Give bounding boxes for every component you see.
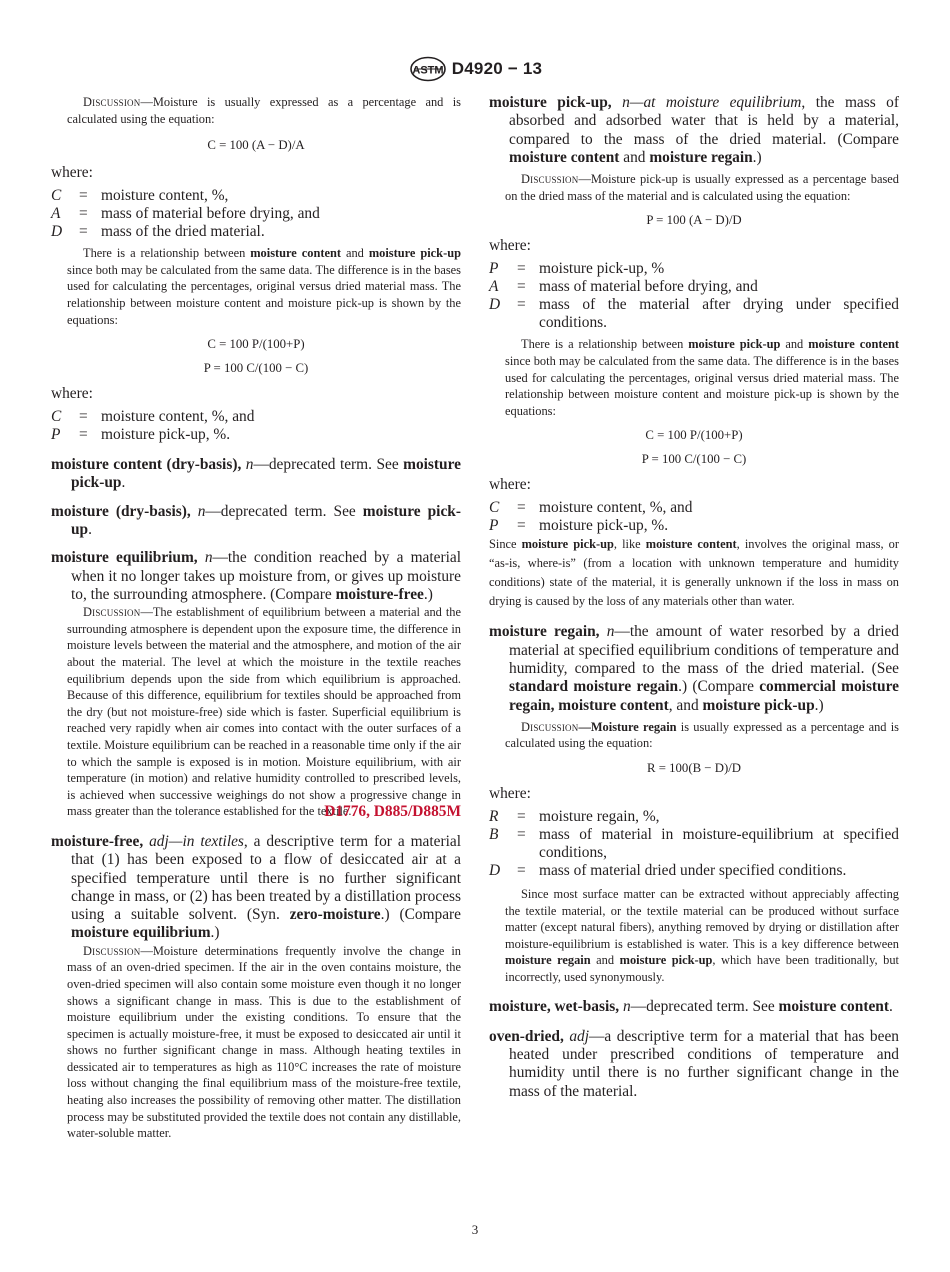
astm-logo — [408, 56, 448, 82]
surface-matter-note: Since most surface matter can be extracted without appreciably affecting the textile material, or the textile material can be produced without surface matter (except natural fibers), anything removed by drying or distillation after moisture-equilibrium is established is water. This is a key difference between moisture regain and moisture pick-up, which have been traditionally, but incorrectly, used synonymously. — [505, 887, 899, 984]
definition-row: C = moisture content, %, — [51, 187, 229, 205]
term-moisture-regain: moisture regain, n—the amount of water resorbed by a dried material at specified equilibrium conditions of temperature and humidity, compared to the mass of the dried material. (See standard moisture regain.) (Compare commercial moisture regain, moisture content, and moisture pick-up.) — [489, 623, 900, 714]
equation-c: C = 100 P/(100+P) — [645, 428, 743, 443]
definition-row: D = mass of material dried under specified conditions. — [489, 862, 847, 880]
definition-row: R = moisture regain, %, — [489, 808, 660, 826]
term-moisture-wet-basis: moisture, wet-basis, n—deprecated term. See moisture content. — [489, 997, 893, 1015]
equation-moisture-content: C = 100 (A − D)/A — [207, 138, 305, 153]
term-moisture-equilibrium: moisture equilibrium, n—the condition reached by a material when it no longer takes up moisture from, or gives up moisture to, the surrounding atmosphere. (Compare moisture-free.) — [51, 549, 462, 603]
relationship-note: There is a relationship between moisture pick-up and moisture content since both may be calculated from the same data. The difference is in the bases used for calculating the percentages, original versus dried material mass. The relationship between moisture content and moisture pick-up is shown by the equations: — [505, 337, 899, 418]
term-moisture-free: moisture-free, adj—in textiles, a descriptive term for a material that (1) has been exposed to a flow of desiccated air at a specified temperature until there is no further significant change in mass, or (2) has been treated by a distillation process using a suitable solvent. (Syn. zero-moisture.) (Compare moisture equilibrium.) — [51, 832, 461, 942]
page-number: 3 — [471, 1222, 479, 1237]
where-label: where: — [51, 164, 93, 182]
where-label: where: — [51, 385, 93, 403]
definition-row: D = mass of the material after drying under specified conditions. — [489, 296, 899, 332]
left-column — [51, 94, 461, 1142]
discussion-moisture-regain: Discussion—Moisture regain is usually expressed as a percentage and is calculated using the equation: — [505, 719, 899, 751]
discussion-moisture-content: Discussion—Moisture is usually expressed as a percentage and is calculated using the equation: — [67, 95, 461, 126]
definition-row: C = moisture content, %, and — [51, 408, 255, 426]
definition-row: D = mass of the dried material. — [51, 223, 265, 241]
definition-row: P = moisture pick-up, %. — [489, 517, 669, 535]
term-moisture-pick-up: moisture pick-up, n—at moisture equilibrium, the mass of absorbed and adsorbed water that is held by a material, compared to the mass of the dried material. (Compare moisture content and moisture regain.) — [489, 94, 899, 166]
term-moisture-content-dry-basis: moisture content (dry-basis), n—deprecated term. See moisture pick-up. — [51, 456, 461, 492]
discussion-moisture-equilibrium: Discussion—The establishment of equilibrium between a material and the surrounding atmosphere is dependent upon the exposure time, the difference in moisture levels between the material and the atmosphere, and motion of the air about the material. The level at which the moisture in the textile reaches equilibrium depends upon the side from which equilibrium is approached. Because of this difference, equilibrium for textiles should be approached from the dry (but not moisture-free) side which is faster. Superficial equilibrium is reached very rapidly when air comes into contact with the outer surfaces of a textile. Moisture equilibrium can be reached in a reasonable time only if the air to which the sample is exposed is in motion. Moisture equilibrium, with air temperature (in motion) and relative humidity controlled to prescribed levels, is achieved when successive weighings do not show a progressive change in mass greater than the tolerance established for the textile. — [67, 605, 461, 819]
where-label: where: — [489, 476, 531, 494]
relationship-note: There is a relationship between moisture content and moisture pick-up since both may be calculated from the same data. The difference is in the bases used for calculating the percentages, original versus dried material mass. The relationship between moisture content and moisture pick-up is shown by the equations: — [67, 246, 461, 327]
where-label: where: — [489, 785, 531, 803]
definitions-list — [489, 260, 899, 332]
equation-c: C = 100 P/(100+P) — [207, 337, 305, 352]
definitions-list — [51, 408, 461, 444]
definition-row: A = mass of material before drying, and — [51, 205, 320, 223]
reference-links[interactable]: D1776, D885/D885M — [324, 802, 461, 820]
equation-p: P = 100 C/(100 − C) — [203, 361, 309, 376]
discussion-moisture-pick-up: Discussion—Moisture pick-up is usually expressed as a percentage based on the dried mass of the material and is calculated using the equation: — [505, 172, 899, 203]
right-column — [489, 94, 899, 1101]
where-label: where: — [489, 237, 531, 255]
definition-row: A = mass of material before drying, and — [489, 278, 758, 296]
term-moisture-dry-basis: moisture (dry-basis), n—deprecated term. See moisture pick-up. — [51, 502, 461, 539]
discussion-moisture-free: Discussion—Moisture determinations frequently involve the change in mass of an oven-dried specimen. If the air in the oven contains moisture, the oven-dried specimen will also contain some moisture even though it no longer shows a significant change in mass. This is due to the establishment of moisture equilibrium under the existing conditions. To ensure that the specimen is actually moisture-free, it must be exposed to desiccated air until it shows no further significant change in mass. Although heating textiles in dessicated air to temperatures as high as 110°C increases the rate of moisture loss without changing the final equilibrium mass of the moisture-free textile, heating also increases the possibility of removing other matter. The distillation process may be substituted provided the textile does not contain any distillable, water-soluble matter. — [67, 943, 461, 1141]
definitions-list — [489, 808, 899, 880]
definitions-list — [51, 187, 461, 241]
page-header — [0, 56, 950, 82]
definition-row: B = mass of material in moisture-equilibrium at specified conditions, — [489, 826, 899, 862]
svg-text:ASTM: ASTM — [412, 64, 444, 77]
definition-row: C = moisture content, %, and — [489, 499, 693, 517]
definition-row: P = moisture pick-up, % — [489, 260, 665, 278]
definitions-list — [489, 499, 899, 535]
equation-regain: R = 100(B − D)/D — [646, 761, 742, 776]
document-id: D4920 − 13 — [451, 59, 543, 78]
equation-p: P = 100 C/(100 − C) — [641, 452, 747, 467]
pick-up-note: Since moisture pick-up, like moisture content, involves the original mass, or “as-is, where-is” (from a location with unknown temperature and humidity conditions) state of the material, it is generally unknown if the loss in mass on drying is caused by the loss of any materials other than water. — [489, 537, 899, 609]
equation-pick-up: P = 100 (A − D)/D — [646, 213, 742, 228]
term-oven-dried: oven-dried, adj—a descriptive term for a material that has been heated under prescribed conditions of temperature and humidity until there is no further significant change in the mass of the material. — [489, 1027, 899, 1100]
definition-row: P = moisture pick-up, %. — [51, 426, 231, 444]
